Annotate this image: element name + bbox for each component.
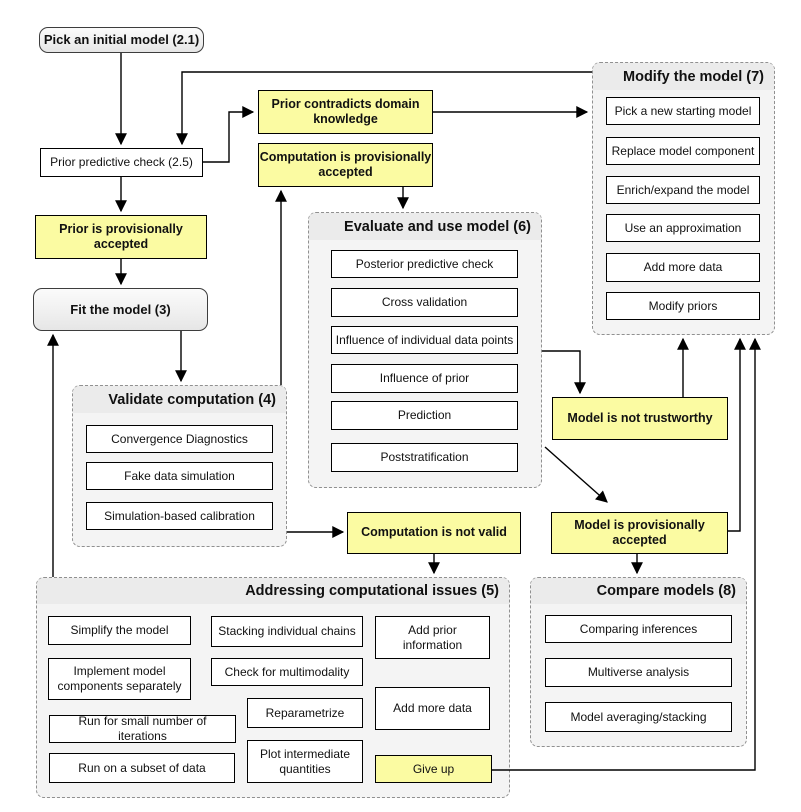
item-enrich-expand-model: Enrich/expand the model <box>606 176 760 204</box>
item-multiverse-analysis: Multiverse analysis <box>545 658 732 687</box>
item-simplify-the-model: Simplify the model <box>48 616 191 645</box>
item-influence-of-prior: Influence of prior <box>331 364 518 393</box>
node-computation-not-valid: Computation is not valid <box>347 512 521 554</box>
item-comparing-inferences: Comparing inferences <box>545 615 732 643</box>
arrow-model-accepted-to-modify <box>728 339 740 531</box>
item-run-small-number-iterations: Run for small number of iterations <box>49 715 236 743</box>
item-plot-intermediate-quantities: Plot intermediate quantities <box>247 740 363 783</box>
node-prior-contradicts-domain-knowledge: Prior contradicts domain knowledge <box>258 90 433 134</box>
node-pick-initial-model: Pick an initial model (2.1) <box>39 27 204 53</box>
item-modify-priors: Modify priors <box>606 292 760 320</box>
item-stacking-individual-chains: Stacking individual chains <box>211 616 363 647</box>
item-influence-individual-data-points: Influence of individual data points <box>331 326 518 354</box>
item-check-for-multimodality: Check for multimodality <box>211 658 363 686</box>
node-prior-provisionally-accepted: Prior is provisionally accepted <box>35 215 207 259</box>
arrow-prior-check-to-prior-contradicts <box>203 112 253 162</box>
item-give-up: Give up <box>375 755 492 783</box>
arrow-evaluate-to-model-accepted <box>545 447 607 502</box>
node-model-not-trustworthy: Model is not trustworthy <box>552 397 728 440</box>
item-add-more-data-modify: Add more data <box>606 253 760 282</box>
item-replace-model-component: Replace model component <box>606 137 760 165</box>
item-reparametrize: Reparametrize <box>247 698 363 728</box>
item-simulation-based-calibration: Simulation-based calibration <box>86 502 273 530</box>
item-pick-new-starting-model: Pick a new starting model <box>606 97 760 125</box>
node-computation-provisionally-accepted: Computation is provisionally accepted <box>258 143 433 187</box>
item-convergence-diagnostics: Convergence Diagnostics <box>86 425 273 453</box>
item-add-more-data-addressing: Add more data <box>375 687 490 730</box>
item-posterior-predictive-check: Posterior predictive check <box>331 250 518 278</box>
panel-title-modify-the-model: Modify the model (7) <box>593 63 774 90</box>
panel-title-compare-models: Compare models (8) <box>531 578 746 604</box>
item-use-approximation: Use an approximation <box>606 214 760 242</box>
item-poststratification: Poststratification <box>331 443 518 472</box>
node-prior-predictive-check: Prior predictive check (2.5) <box>40 148 203 177</box>
item-add-prior-information: Add prior information <box>375 616 490 659</box>
panel-title-addressing-computational-issues: Addressing computational issues (5) <box>37 578 509 604</box>
item-run-on-subset-of-data: Run on a subset of data <box>49 753 235 783</box>
item-cross-validation: Cross validation <box>331 288 518 317</box>
item-prediction: Prediction <box>331 401 518 430</box>
item-implement-components-separately: Implement model components separately <box>48 658 191 700</box>
panel-title-validate-computation: Validate computation (4) <box>73 386 286 413</box>
node-fit-the-model: Fit the model (3) <box>33 288 208 331</box>
panel-title-evaluate-and-use-model: Evaluate and use model (6) <box>309 213 541 240</box>
item-model-averaging-stacking: Model averaging/stacking <box>545 702 732 732</box>
arrow-evaluate-to-not-trustworthy <box>542 351 580 393</box>
item-fake-data-simulation: Fake data simulation <box>86 462 273 490</box>
node-model-provisionally-accepted: Model is provisionally accepted <box>551 512 728 554</box>
